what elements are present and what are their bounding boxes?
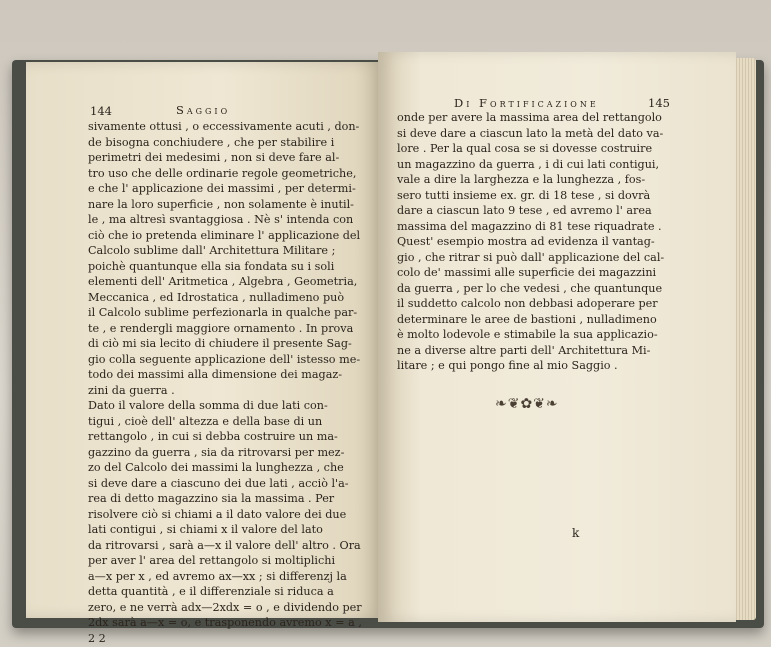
text-line: zero, e ne verrà adx—2xdx = o , e dividendo per (88, 600, 362, 614)
tailpiece-ornament-icon: ❧❦✿❦❧ (495, 396, 559, 412)
text-line: determinare le aree de bastioni , nulladimeno (397, 312, 657, 326)
text-line: a—x per x , ed avremo ax—xx ; si differenzj la (88, 569, 347, 583)
text-line: elementi dell' Aritmetica , Algebra , Geometria, (88, 275, 358, 288)
text-line: 2 2 (88, 631, 106, 645)
page-edges (734, 58, 756, 620)
text-line: ciò che io pretenda eliminare l' applicazione del (88, 228, 361, 242)
text-line: onde per avere la massima area del rettangolo (397, 111, 662, 124)
text-line: vale a dire la larghezza e la lunghezza , fos- (397, 173, 646, 186)
text-line: poichè quantunque ella sia fondata su i soli (88, 259, 335, 273)
text-line: Calcolo sublime dall' Architettura Militare ; (88, 244, 336, 257)
text-line: 2dx sarà a—x = o, e trasponendo avremo x = a , (88, 616, 362, 629)
text-line: di ciò mi sia lecito di chiudere il presente Sag- (88, 337, 352, 350)
text-line: Dato il valore della somma di due lati con- (88, 399, 328, 412)
text-line: sivamente ottusi , o eccessivamente acuti , don- (88, 120, 360, 133)
text-line: da ritrovarsi , sarà a—x il valore dell' altro . Ora (88, 538, 361, 552)
text-line: colo de' massimi alle superficie dei magazzini (397, 266, 657, 279)
right-page-number: 145 (648, 96, 670, 110)
text-line: da guerra , per lo che vedesi , che quantunque (397, 281, 663, 295)
text-line: rea di detto magazzino sia la massima . Per (88, 492, 335, 505)
text-line: detta quantità , e il differenziale si riduca a (88, 585, 334, 598)
text-line: te , e rendergli maggiore ornamento . In prova (88, 321, 354, 335)
text-line: dare a ciascun lato 9 tese , ed avremo l' area (397, 204, 652, 217)
text-line: sero tutti insieme ex. gr. di 18 tese , si dovrà (397, 188, 651, 202)
text-line: litare ; e qui pongo fine al mio Saggio . (397, 359, 618, 372)
text-line: gio colla seguente applicazione dell' istesso me- (88, 352, 361, 366)
text-line: e che l' applicazione dei massimi , per determi- (88, 182, 356, 195)
text-line: un magazzino da guerra , i di cui lati contigui, (397, 157, 660, 171)
signature-mark: k (572, 526, 580, 540)
text-line: lati contigui , si chiami x il valore del lato (88, 523, 323, 536)
text-line: è molto lodevole e stimabile la sua applicazio- (397, 328, 658, 341)
text-line: gio , che ritrar si può dall' applicazione del cal- (397, 250, 665, 264)
text-line: perimetri dei medesimi , non si deve fare al- (88, 151, 340, 164)
text-line: tro uso che delle ordinarie regole geometriche, (88, 166, 357, 180)
text-line: si deve dare a ciascuno dei due lati , acciò l'a- (88, 476, 349, 490)
text-line: lore . Per la qual cosa se si dovesse costruire (397, 142, 653, 155)
left-page-number: 144 (90, 104, 112, 118)
text-line: nare la loro superficie , non solamente è inutil- (88, 197, 354, 211)
text-line: gazzino da guerra , sia da ritrovarsi per mez- (88, 445, 345, 459)
text-line: de bisogna conchiudere , che per stabilire i (88, 135, 335, 149)
text-line: per aver l' area del rettangolo si moltiplichi (88, 554, 336, 567)
text-line: il suddetto calcolo non debbasi adoperare per (397, 297, 658, 310)
text-line: massima del magazzino di 81 tese riquadrate . (397, 219, 662, 233)
left-page-text (88, 119, 368, 646)
text-line: il Calcolo sublime perfezionarla in qualche par- (88, 306, 358, 319)
text-line: zini da guerra . (88, 383, 175, 397)
text-line: le , ma altresì svantaggiosa . Nè s' intenda con (88, 213, 354, 226)
text-line: risolvere ciò si chiami a il dato valore dei due (88, 507, 347, 521)
right-running-head: Di Fortificazione (454, 96, 599, 110)
right-page-text (397, 110, 687, 374)
text-line: zo del Calcolo dei massimi la lunghezza , che (88, 461, 344, 474)
text-line: tigui , cioè dell' altezza e della base di un (88, 414, 323, 428)
text-line: si deve dare a ciascun lato la metà del dato va- (397, 126, 664, 140)
text-line: todo dei massimi alla dimensione dei magaz- (88, 368, 343, 381)
text-line: Meccanica , ed Idrostatica , nulladimeno può (88, 290, 345, 304)
left-running-head: Saggio (176, 103, 231, 117)
text-line: Quest' esempio mostra ad evidenza il vantag- (397, 235, 655, 248)
text-line: rettangolo , in cui si debba costruire un ma- (88, 430, 338, 443)
text-line: ne a diverse altre parti dell' Architettura Mi- (397, 343, 651, 357)
